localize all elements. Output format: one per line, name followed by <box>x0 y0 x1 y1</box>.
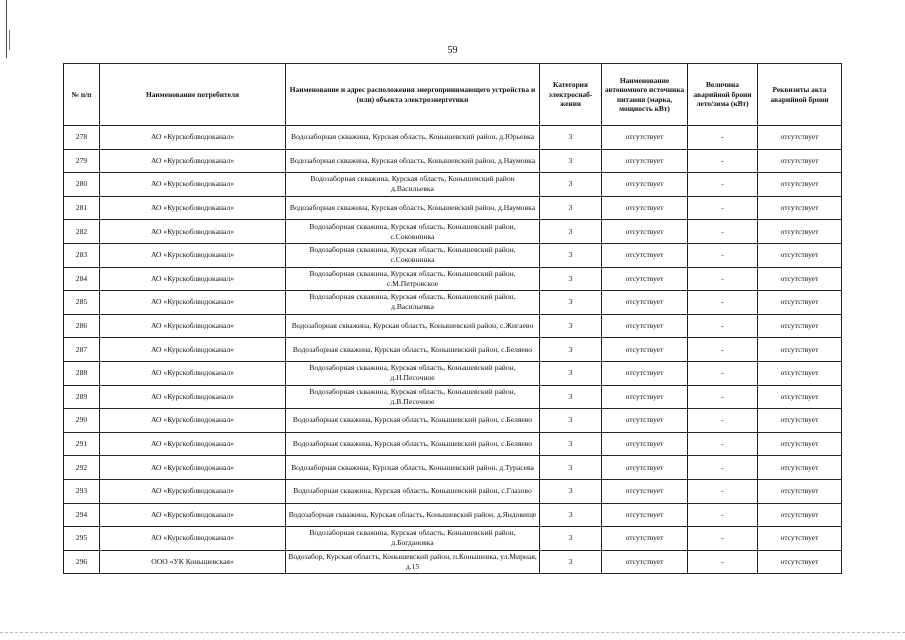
cell-reserve: - <box>688 432 758 456</box>
table-row <box>64 126 842 150</box>
cell-consumer: ООО «УК Конышевская» <box>100 550 286 574</box>
cell-source: отсутствует <box>602 479 688 503</box>
cell-category: 3 <box>540 314 602 338</box>
cell-num: 292 <box>64 456 100 480</box>
cell-category: 3 <box>540 385 602 409</box>
cell-act: отсутствует <box>758 385 842 409</box>
cell-object: Водозаборная скважина, Курская область, Конышевский район, д.Яндовище <box>286 503 540 527</box>
cell-num: 291 <box>64 432 100 456</box>
cell-category: 3 <box>540 550 602 574</box>
cell-act: отсутствует <box>758 550 842 574</box>
header-reserve: Величина аварийной брони лето/зима (кВт) <box>688 64 758 126</box>
cell-object: Водозаборная скважина, Курская область, Конышевский район, д.Юрьевка <box>286 126 540 150</box>
cell-reserve: - <box>688 291 758 315</box>
cell-source: отсутствует <box>602 149 688 173</box>
cell-reserve: - <box>688 126 758 150</box>
cell-source: отсутствует <box>602 550 688 574</box>
cell-source: отсутствует <box>602 220 688 244</box>
page-number: 59 <box>447 45 458 56</box>
cell-source: отсутствует <box>602 385 688 409</box>
cell-object: Водозаборная скважина, Курская область, Конышевский район, с.М.Петровское <box>286 267 540 291</box>
cell-reserve: - <box>688 267 758 291</box>
table-row <box>64 361 842 385</box>
cell-category: 3 <box>540 220 602 244</box>
table-row <box>64 196 842 220</box>
header-object: Наименование и адрес расположения энергопринимающего устройства и (или) объекта электроэнергетики <box>286 64 540 126</box>
cell-num: 296 <box>64 550 100 574</box>
cell-num: 282 <box>64 220 100 244</box>
cell-object: Водозаборная скважина, Курская область, Конышевский район, д.Н.Песочное <box>286 361 540 385</box>
cell-source: отсутствует <box>602 456 688 480</box>
cell-act: отсутствует <box>758 432 842 456</box>
cell-object: Водозаборная скважина, Курская область, Конышевский район, с.Соковнинка <box>286 220 540 244</box>
cell-source: отсутствует <box>602 173 688 197</box>
cell-category: 3 <box>540 267 602 291</box>
table-row <box>64 291 842 315</box>
cell-act: отсутствует <box>758 527 842 551</box>
cell-act: отсутствует <box>758 149 842 173</box>
cell-act: отсутствует <box>758 243 842 267</box>
cell-source: отсутствует <box>602 267 688 291</box>
cell-consumer: АО «Курскоблводоканал» <box>100 314 286 338</box>
cell-source: отсутствует <box>602 503 688 527</box>
table-row <box>64 385 842 409</box>
cell-object: Водозабор, Курская область, Конышевский район, п.Конышевка, ул.Мирная, д.15 <box>286 550 540 574</box>
header-act: Реквизиты акта аварийной брони <box>758 64 842 126</box>
cell-act: отсутствует <box>758 267 842 291</box>
table-row <box>64 338 842 362</box>
cell-reserve: - <box>688 196 758 220</box>
cell-object: Водозаборная скважина, Курская область, Конышевский район, д.Турасева <box>286 456 540 480</box>
cell-source: отсутствует <box>602 314 688 338</box>
cell-num: 278 <box>64 126 100 150</box>
cell-consumer: АО «Курскоблводоканал» <box>100 385 286 409</box>
cell-source: отсутствует <box>602 432 688 456</box>
cell-source: отсутствует <box>602 361 688 385</box>
cell-num: 284 <box>64 267 100 291</box>
cell-reserve: - <box>688 173 758 197</box>
cell-consumer: АО «Курскоблводоканал» <box>100 527 286 551</box>
cell-source: отсутствует <box>602 126 688 150</box>
cell-source: отсутствует <box>602 196 688 220</box>
cell-consumer: АО «Курскоблводоканал» <box>100 338 286 362</box>
cell-category: 3 <box>540 173 602 197</box>
consumer-registry-table <box>63 63 842 574</box>
scan-bottom-noise <box>0 632 905 634</box>
cell-reserve: - <box>688 503 758 527</box>
cell-object: Водозаборная скважина, Курская область, Конышевский район д.Васильевка <box>286 173 540 197</box>
cell-category: 3 <box>540 456 602 480</box>
cell-object: Водозаборная скважина, Курская область, Конышевский район, д.Васильевка <box>286 291 540 315</box>
header-source: Наименование автономного источника питания (марка, мощность кВт) <box>602 64 688 126</box>
cell-object: Водозаборная скважина, Курская область, Конышевский район, с.Беляево <box>286 338 540 362</box>
cell-num: 288 <box>64 361 100 385</box>
cell-act: отсутствует <box>758 220 842 244</box>
cell-category: 3 <box>540 503 602 527</box>
cell-num: 287 <box>64 338 100 362</box>
cell-act: отсутствует <box>758 503 842 527</box>
cell-object: Водозаборная скважина, Курская область, Конышевский район, с.Глазово <box>286 479 540 503</box>
header-consumer: Наименование потребителя <box>100 64 286 126</box>
cell-consumer: АО «Курскоблводоканал» <box>100 173 286 197</box>
cell-act: отсутствует <box>758 173 842 197</box>
cell-act: отсутствует <box>758 126 842 150</box>
table-row <box>64 149 842 173</box>
cell-object: Водозаборная скважина, Курская область, Конышевский район, с.Беляево <box>286 432 540 456</box>
cell-category: 3 <box>540 243 602 267</box>
cell-act: отсутствует <box>758 291 842 315</box>
cell-num: 289 <box>64 385 100 409</box>
cell-consumer: АО «Курскоблводоканал» <box>100 243 286 267</box>
cell-source: отсутствует <box>602 527 688 551</box>
cell-category: 3 <box>540 409 602 433</box>
cell-num: 280 <box>64 173 100 197</box>
cell-consumer: АО «Курскоблводоканал» <box>100 126 286 150</box>
cell-num: 285 <box>64 291 100 315</box>
cell-act: отсутствует <box>758 479 842 503</box>
cell-consumer: АО «Курскоблводоканал» <box>100 503 286 527</box>
cell-category: 3 <box>540 361 602 385</box>
cell-object: Водозаборная скважина, Курская область, Конышевский район, с.Соковнинка <box>286 243 540 267</box>
table-body <box>64 126 842 574</box>
cell-num: 290 <box>64 409 100 433</box>
cell-category: 3 <box>540 432 602 456</box>
cell-consumer: АО «Курскоблводоканал» <box>100 456 286 480</box>
cell-reserve: - <box>688 314 758 338</box>
cell-num: 283 <box>64 243 100 267</box>
cell-source: отсутствует <box>602 243 688 267</box>
cell-object: Водозаборная скважина, Курская область, Конышевский район, д.В.Песочное <box>286 385 540 409</box>
cell-act: отсутствует <box>758 409 842 433</box>
table-row <box>64 409 842 433</box>
header-category: Категория электроснаб-жения <box>540 64 602 126</box>
cell-category: 3 <box>540 196 602 220</box>
cell-consumer: АО «Курскоблводоканал» <box>100 361 286 385</box>
cell-category: 3 <box>540 149 602 173</box>
cell-source: отсутствует <box>602 409 688 433</box>
cell-consumer: АО «Курскоблводоканал» <box>100 149 286 173</box>
cell-act: отсутствует <box>758 314 842 338</box>
cell-reserve: - <box>688 361 758 385</box>
cell-consumer: АО «Курскоблводоканал» <box>100 291 286 315</box>
cell-reserve: - <box>688 338 758 362</box>
cell-consumer: АО «Курскоблводоканал» <box>100 479 286 503</box>
cell-object: Водозаборная скважина, Курская область, Конышевский район, д.Наумовка <box>286 149 540 173</box>
cell-reserve: - <box>688 385 758 409</box>
table-row <box>64 550 842 574</box>
cell-act: отсутствует <box>758 456 842 480</box>
header-num: № п/п <box>64 64 100 126</box>
table-row <box>64 479 842 503</box>
cell-category: 3 <box>540 338 602 362</box>
cell-reserve: - <box>688 456 758 480</box>
cell-act: отсутствует <box>758 361 842 385</box>
cell-source: отсутствует <box>602 338 688 362</box>
table-row <box>64 503 842 527</box>
table-row <box>64 267 842 291</box>
cell-act: отсутствует <box>758 338 842 362</box>
table-header-row <box>64 64 842 126</box>
cell-category: 3 <box>540 527 602 551</box>
cell-object: Водозаборная скважина, Курская область, Конышевский район, д.Наумовка <box>286 196 540 220</box>
cell-object: Водозаборная скважина, Курская область, Конышевский район, д.Богдановка <box>286 527 540 551</box>
table-row <box>64 314 842 338</box>
cell-consumer: АО «Курскоблводоканал» <box>100 220 286 244</box>
cell-object: Водозаборная скважина, Курская область, Конышевский район, с.Жигаево <box>286 314 540 338</box>
cell-reserve: - <box>688 220 758 244</box>
table-row <box>64 173 842 197</box>
cell-consumer: АО «Курскоблводоканал» <box>100 409 286 433</box>
cell-category: 3 <box>540 291 602 315</box>
table-row <box>64 527 842 551</box>
cell-reserve: - <box>688 409 758 433</box>
cell-object: Водозаборная скважина, Курская область, Конышевский район, с.Беляево <box>286 409 540 433</box>
table-row <box>64 220 842 244</box>
cell-num: 286 <box>64 314 100 338</box>
table-row <box>64 243 842 267</box>
cell-category: 3 <box>540 479 602 503</box>
cell-source: отсутствует <box>602 291 688 315</box>
cell-category: 3 <box>540 126 602 150</box>
cell-num: 294 <box>64 503 100 527</box>
cell-act: отсутствует <box>758 196 842 220</box>
cell-num: 281 <box>64 196 100 220</box>
cell-reserve: - <box>688 527 758 551</box>
cell-reserve: - <box>688 550 758 574</box>
cell-reserve: - <box>688 243 758 267</box>
cell-consumer: АО «Курскоблводоканал» <box>100 196 286 220</box>
cell-num: 279 <box>64 149 100 173</box>
cell-consumer: АО «Курскоблводоканал» <box>100 267 286 291</box>
cell-num: 293 <box>64 479 100 503</box>
cell-reserve: - <box>688 479 758 503</box>
table-row <box>64 432 842 456</box>
cell-consumer: АО «Курскоблводоканал» <box>100 432 286 456</box>
table-row <box>64 456 842 480</box>
cell-reserve: - <box>688 149 758 173</box>
cell-num: 295 <box>64 527 100 551</box>
